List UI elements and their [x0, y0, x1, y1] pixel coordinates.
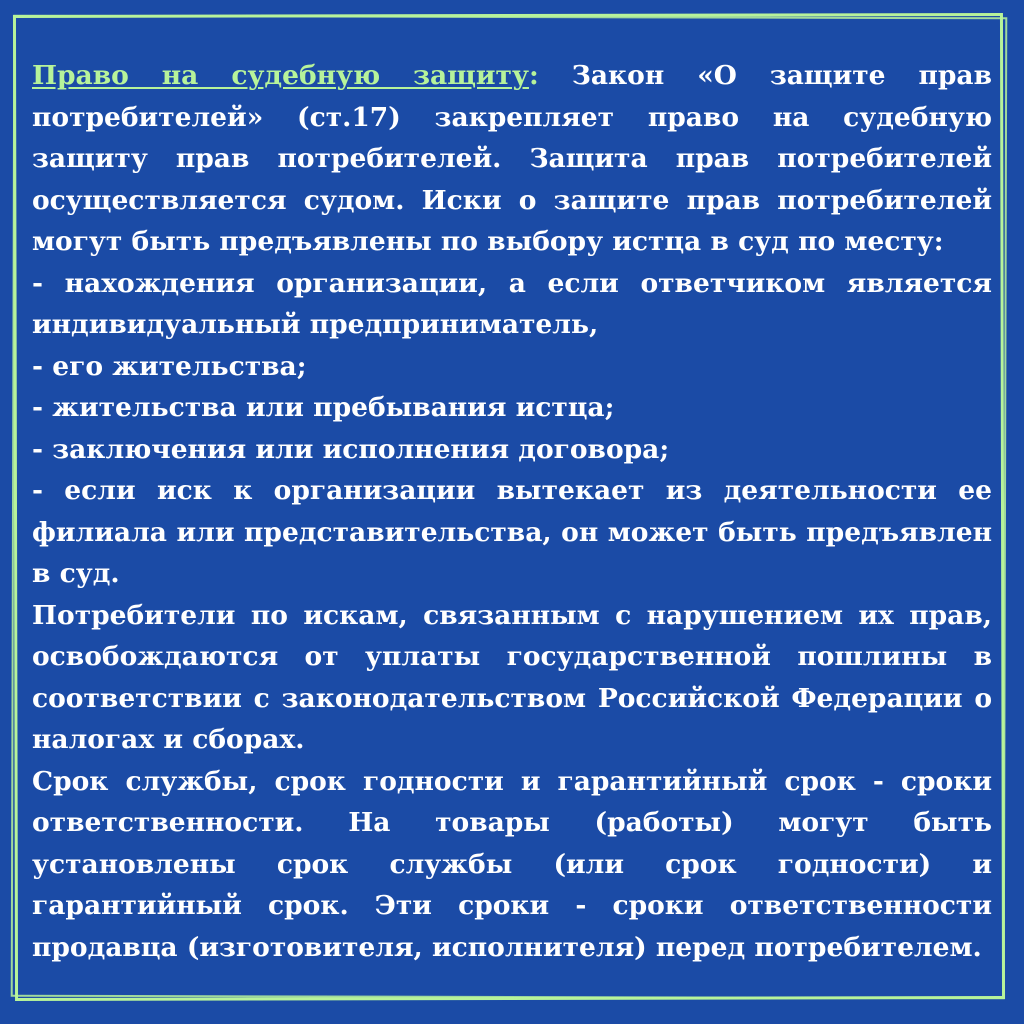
- list-item: - его жительства;: [32, 350, 307, 382]
- list-item: - нахождения организации, а если ответчиком является индивидуальный предприниматель,: [32, 267, 992, 340]
- heading-colon: :: [528, 60, 539, 91]
- section-heading-link[interactable]: Право на судебную защиту: [32, 60, 529, 91]
- intro-text: Закон «О защите прав потребителей» (ст.17) закрепляет право на судебную защиту прав потребителей. Защита прав потребителей осуществляется судом. Иски о защите прав потребителей могут быть предъявлены по выбору истца в суд по месту:: [32, 60, 993, 257]
- intro-paragraph: [32, 55, 992, 263]
- terms-paragraph: Срок службы, срок годности и гарантийный срок - сроки ответственности. На товары (работы) могут быть установлены срок службы (или срок годности) и гарантийный срок. Эти сроки - сроки ответственности продавца (изготовителя, исполнителя) перед потребителем.: [32, 765, 992, 963]
- list-item: - заключения или исполнения договора;: [32, 433, 670, 465]
- list-item: - жительства или пребывания истца;: [32, 392, 615, 423]
- fee-exemption-paragraph: Потребители по искам, связанным с нарушением их прав, освобождаются от уплаты государственной пошлины в соответствии с законодательством Российской Федерации о налогах и сборах.: [32, 599, 992, 755]
- list-item: - если иск к организации вытекает из деятельности ее филиала или представительства, он может быть предъявлен в суд.: [32, 475, 992, 589]
- body-text: [32, 55, 992, 968]
